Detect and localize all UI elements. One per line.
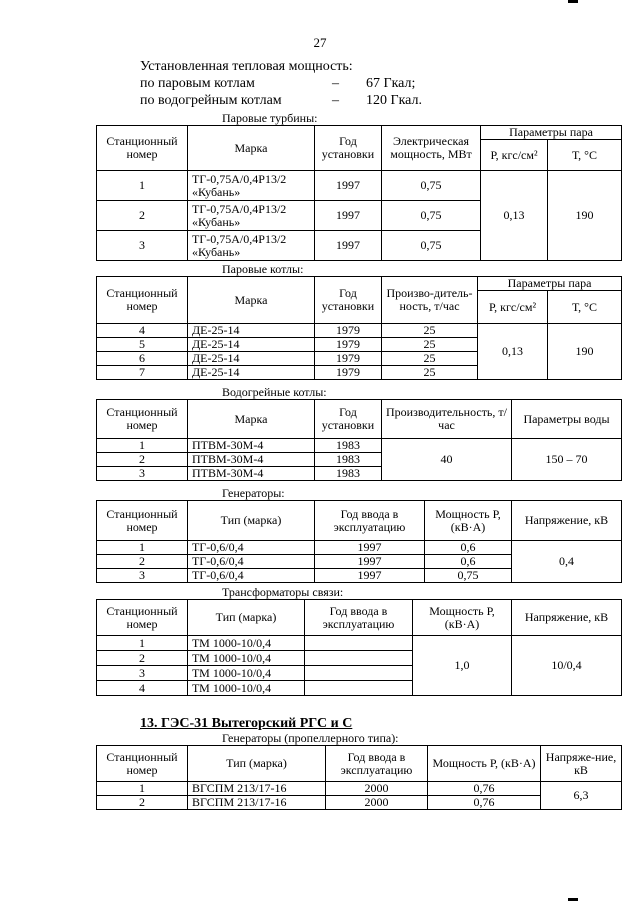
page-edge-mark	[568, 0, 578, 3]
table-cell-num: 5	[97, 338, 188, 352]
generators-table	[96, 500, 622, 583]
table-cell-brand: ПТВМ-30М-4	[188, 439, 315, 453]
intro-steam-value: 67 Гкал;	[366, 76, 416, 91]
intro-steam-label: по паровым котлам	[140, 76, 255, 91]
header-type: Тип (марка)	[188, 501, 315, 541]
table-cell-capacity: 40	[382, 439, 512, 481]
table-cell-brand: ПТВМ-30М-4	[188, 453, 315, 467]
hydro-generators-caption: Генераторы (пропеллерного типа):	[222, 731, 399, 745]
intro-steam-dash: –	[332, 76, 339, 91]
table-cell-year	[305, 666, 413, 681]
table-cell-type: ВГСПМ 213/17-16	[188, 782, 326, 796]
header-brand: Марка	[188, 277, 315, 324]
table-cell-type: ТГ-0,6/0,4	[188, 569, 315, 583]
header-commission-year: Год ввода в эксплуатацию	[326, 746, 428, 782]
header-voltage: Напряже-ние, кВ	[541, 746, 622, 782]
table-cell-power: 0,75	[382, 171, 481, 201]
header-electric-power: Электрическая мощность, МВт	[382, 126, 481, 171]
table-cell-year: 1979	[315, 352, 382, 366]
table-cell-year: 1997	[315, 171, 382, 201]
header-pressure: Р, кгс/см²	[481, 140, 548, 171]
header-capacity: Производительность, т/час	[382, 400, 512, 439]
table-cell-type: ТМ 1000-10/0,4	[188, 636, 305, 651]
table-cell-temperature: 190	[548, 324, 622, 380]
table-cell-type: ТМ 1000-10/0,4	[188, 651, 305, 666]
table-cell-num: 2	[97, 201, 188, 231]
table-cell-year: 1997	[315, 541, 425, 555]
table-cell-year	[305, 681, 413, 696]
table-cell-num: 3	[97, 569, 188, 583]
intro-water-line	[140, 92, 422, 109]
table-cell-year: 1979	[315, 338, 382, 352]
section-title: 13. ГЭС-31 Вытегорский РГС и С	[140, 716, 353, 731]
table-cell-num: 3	[97, 231, 188, 261]
header-steam-params: Параметры пара	[481, 126, 622, 140]
transformers-caption: Трансформаторы связи:	[222, 585, 344, 599]
table-cell-num: 3	[97, 666, 188, 681]
header-power: Мощность Р, (кВ·А)	[425, 501, 512, 541]
header-station-number: Станционный номер	[97, 600, 188, 636]
table-cell-capacity: 25	[382, 352, 478, 366]
table-cell-brand: ДЕ-25-14	[188, 324, 315, 338]
table-cell-pressure: 0,13	[478, 324, 548, 380]
transformers-table	[96, 599, 622, 696]
steam-turbines-caption: Паровые турбины:	[222, 111, 318, 125]
intro-title: Установленная тепловая мощность:	[140, 59, 353, 74]
table-cell-num: 1	[97, 541, 188, 555]
table-cell-capacity: 25	[382, 366, 478, 380]
header-year: Год установки	[315, 126, 382, 171]
generators-caption: Генераторы:	[222, 486, 285, 500]
header-capacity: Произво-дитель-ность, т/час	[382, 277, 478, 324]
header-type: Тип (марка)	[188, 746, 326, 782]
header-year: Год установки	[315, 400, 382, 439]
table-cell-num: 1	[97, 636, 188, 651]
table-cell-brand: ПТВМ-30М-4	[188, 467, 315, 481]
table-cell-num: 6	[97, 352, 188, 366]
header-station-number: Станционный номер	[97, 400, 188, 439]
hydro-generators-table	[96, 745, 622, 810]
page-number: 27	[313, 35, 327, 50]
table-cell-power: 0,75	[382, 201, 481, 231]
table-cell-num: 4	[97, 681, 188, 696]
table-cell-num: 1	[97, 171, 188, 201]
header-commission-year: Год ввода в эксплуатацию	[305, 600, 413, 636]
table-cell-type: ТГ-0,6/0,4	[188, 541, 315, 555]
table-cell-num: 4	[97, 324, 188, 338]
header-voltage: Напряжение, кВ	[512, 501, 622, 541]
table-cell-year: 1983	[315, 439, 382, 453]
table-cell-power: 0,75	[425, 569, 512, 583]
header-voltage: Напряжение, кВ	[512, 600, 622, 636]
table-cell-year: 1979	[315, 324, 382, 338]
table-cell-brand: ДЕ-25-14	[188, 338, 315, 352]
table-cell-year: 1983	[315, 467, 382, 481]
table-cell-num: 2	[97, 651, 188, 666]
header-year: Год установки	[315, 277, 382, 324]
table-cell-year: 1997	[315, 201, 382, 231]
table-cell-voltage: 6,3	[541, 782, 622, 810]
header-power: Мощность Р, (кВ·А)	[428, 746, 541, 782]
header-temperature: Т, °С	[548, 291, 622, 324]
table-cell-power: 0,76	[428, 796, 541, 810]
table-cell-voltage: 10/0,4	[512, 636, 622, 696]
table-cell-type: ТГ-0,6/0,4	[188, 555, 315, 569]
table-cell-power: 0,76	[428, 782, 541, 796]
table-cell-num: 2	[97, 555, 188, 569]
water-boilers-table	[96, 399, 622, 481]
table-cell-type: ТМ 1000-10/0,4	[188, 666, 305, 681]
header-pressure: Р, кгс/см²	[478, 291, 548, 324]
page-edge-mark	[568, 898, 578, 901]
table-cell-brand: ДЕ-25-14	[188, 352, 315, 366]
steam-boilers-caption: Паровые котлы:	[222, 262, 304, 276]
table-cell-water-params: 150 – 70	[512, 439, 622, 481]
table-cell-year: 1997	[315, 555, 425, 569]
table-cell-capacity: 25	[382, 338, 478, 352]
header-commission-year: Год ввода в эксплуатацию	[315, 501, 425, 541]
header-type: Тип (марка)	[188, 600, 305, 636]
table-cell-brand: ДЕ-25-14	[188, 366, 315, 380]
table-cell-num: 1	[97, 439, 188, 453]
steam-turbines-table	[96, 125, 622, 261]
table-cell-num: 7	[97, 366, 188, 380]
header-water-params: Параметры воды	[512, 400, 622, 439]
table-cell-brand: ТГ-0,75А/0,4Р13/2 «Кубань»	[188, 171, 315, 201]
intro-water-label: по водогрейным котлам	[140, 93, 282, 108]
header-station-number: Станционный номер	[97, 126, 188, 171]
header-steam-params: Параметры пара	[478, 277, 622, 291]
table-cell-type: ТМ 1000-10/0,4	[188, 681, 305, 696]
steam-boilers-table	[96, 276, 622, 380]
table-cell-year: 1979	[315, 366, 382, 380]
table-cell-year: 1983	[315, 453, 382, 467]
table-cell-power: 1,0	[413, 636, 512, 696]
intro-water-value: 120 Гкал.	[366, 93, 423, 108]
water-boilers-caption: Водогрейные котлы:	[222, 385, 327, 399]
table-cell-year	[305, 636, 413, 651]
table-cell-year: 2000	[326, 782, 428, 796]
header-station-number: Станционный номер	[97, 746, 188, 782]
table-cell-brand: ТГ-0,75А/0,4Р13/2 «Кубань»	[188, 201, 315, 231]
table-cell-year: 1997	[315, 569, 425, 583]
table-cell-num: 2	[97, 453, 188, 467]
table-cell-power: 0,6	[425, 541, 512, 555]
header-brand: Марка	[188, 126, 315, 171]
table-cell-num: 1	[97, 782, 188, 796]
table-cell-power: 0,6	[425, 555, 512, 569]
header-temperature: Т, °С	[548, 140, 622, 171]
table-cell-capacity: 25	[382, 324, 478, 338]
table-cell-voltage: 0,4	[512, 541, 622, 583]
table-cell-num: 3	[97, 467, 188, 481]
thermal-capacity-intro	[140, 58, 422, 109]
header-brand: Марка	[188, 400, 315, 439]
table-cell-pressure: 0,13	[481, 171, 548, 261]
table-cell-year: 1997	[315, 231, 382, 261]
table-cell-year: 2000	[326, 796, 428, 810]
header-station-number: Станционный номер	[97, 277, 188, 324]
intro-water-dash: –	[332, 93, 339, 108]
table-cell-type: ВГСПМ 213/17-16	[188, 796, 326, 810]
table-cell-brand: ТГ-0,75А/0,4Р13/2 «Кубань»	[188, 231, 315, 261]
table-cell-num: 2	[97, 796, 188, 810]
intro-steam-line	[140, 75, 422, 92]
table-cell-temperature: 190	[548, 171, 622, 261]
header-station-number: Станционный номер	[97, 501, 188, 541]
table-cell-power: 0,75	[382, 231, 481, 261]
header-power: Мощность Р, (кВ·А)	[413, 600, 512, 636]
table-cell-year	[305, 651, 413, 666]
